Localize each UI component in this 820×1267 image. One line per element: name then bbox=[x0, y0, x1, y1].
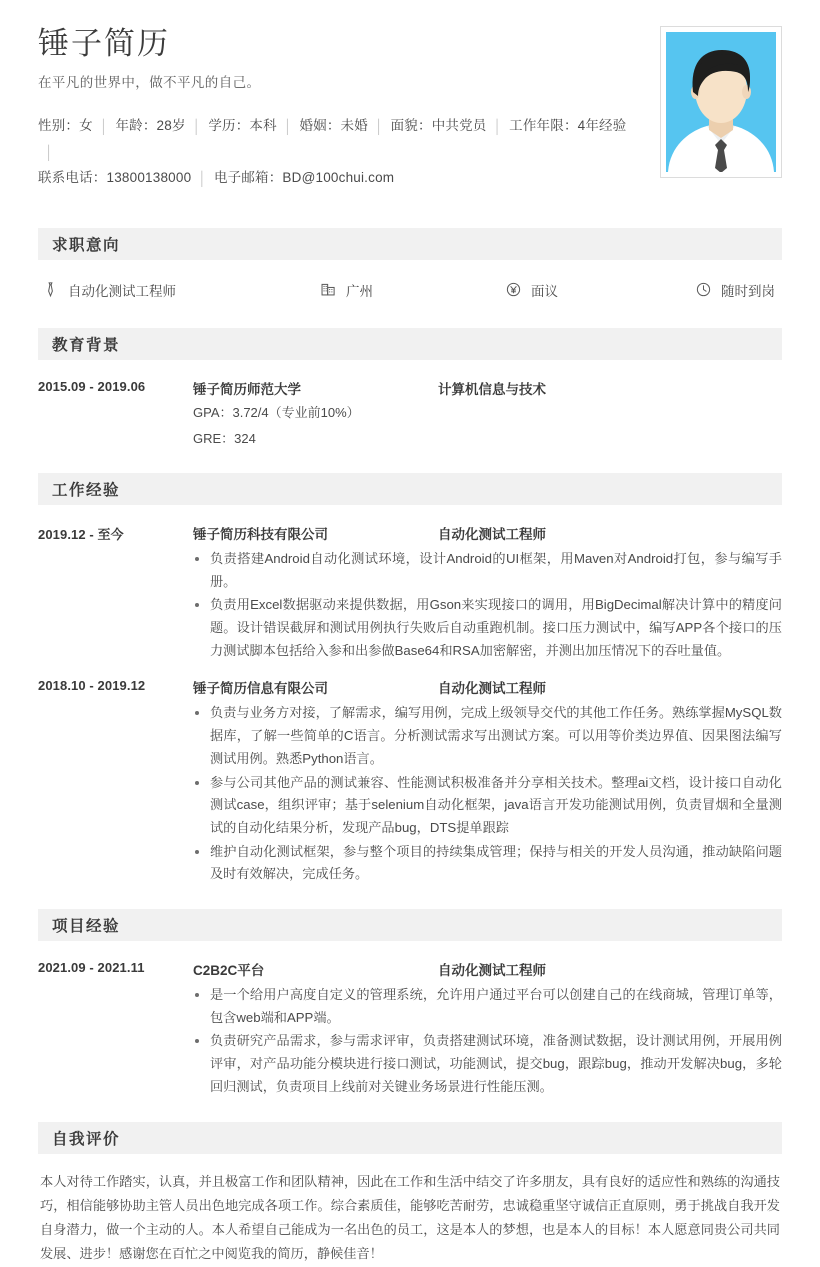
personal-info-item: 性别：女 bbox=[38, 117, 93, 133]
job-intent-label: 随时到岗 bbox=[721, 283, 775, 299]
project-entries bbox=[38, 945, 782, 1100]
personal-info-item: 年龄：28岁 bbox=[115, 117, 186, 133]
entry-heading bbox=[193, 677, 782, 697]
entry-organization: 锤子简历信息有限公司 bbox=[193, 681, 328, 697]
candidate-name: 锤子简历 bbox=[38, 26, 170, 61]
personal-info-item: 婚姻：未婚 bbox=[299, 117, 368, 133]
job-intent-item bbox=[320, 280, 505, 300]
experience-entry bbox=[38, 945, 782, 1100]
entry-organization: C2B2C平台 bbox=[193, 963, 265, 979]
avatar-illustration bbox=[666, 32, 776, 172]
entry-detail-line: GRE：324 bbox=[193, 431, 256, 447]
section-title-work: 工作经验 bbox=[52, 481, 121, 499]
personal-info-row-2 bbox=[38, 165, 644, 191]
job-intent-label: 广州 bbox=[346, 283, 373, 299]
tie-icon bbox=[42, 281, 59, 298]
meta-separator-icon: │ bbox=[192, 118, 202, 134]
entry-organization: 锤子简历科技有限公司 bbox=[193, 526, 328, 542]
meta-separator-icon: │ bbox=[198, 171, 207, 187]
personal-info-row-1 bbox=[38, 113, 644, 166]
entry-role: 计算机信息与技术 bbox=[438, 381, 546, 397]
entry-date: 2015.09 - 2019.06 bbox=[38, 378, 146, 394]
section-header-intent bbox=[38, 228, 782, 260]
entry-organization: 锤子简历师范大学 bbox=[193, 381, 301, 397]
entry-heading bbox=[193, 959, 782, 979]
personal-info-item: 学历：本科 bbox=[208, 117, 277, 133]
experience-entry bbox=[38, 509, 782, 664]
job-intent-label: 面议 bbox=[531, 283, 558, 299]
entry-bullet: 负责搭建Android自动化测试环境，设计Android的UI框架，用Maven对Android打包，参与编写手册。 bbox=[193, 548, 782, 593]
work-entries bbox=[38, 509, 782, 887]
entry-date: 2021.09 - 2021.11 bbox=[38, 960, 145, 976]
entry-date: 2019.12 - 至今 bbox=[38, 526, 124, 542]
section-title-project: 项目经验 bbox=[52, 918, 121, 936]
entry-bullet: 负责与业务方对接，了解需求，编写用例，完成上级领导交代的其他工作任务。熟练掌握MySQL数据库，了解一些简单的C语言。分析测试需求写出测试方案。可以用等价类边界值、因果图法编写测试用例。熟悉Python语言。 bbox=[193, 702, 782, 770]
personal-info-item: 面貌：中共党员 bbox=[390, 117, 487, 133]
entry-date: 2018.10 - 2019.12 bbox=[38, 678, 146, 694]
personal-info-item: 电子邮箱：BD@100chui.com bbox=[213, 170, 395, 186]
section-header-work bbox=[38, 473, 782, 505]
entry-bullet: 负责用Excel数据驱动来提供数据，用Gson来实现接口的调用，用BigDecimal解决计算中的精度问题。设计错误截屏和测试用例执行失败后自动重跑机制。接口压力测试中，编写APP各个接口的压力测试脚本包括给入参和出参做Base64和RSA加密解密，并测出加压情况下的吞吐量值。 bbox=[193, 594, 782, 662]
entry-heading bbox=[193, 523, 782, 543]
experience-entry bbox=[38, 663, 782, 887]
meta-separator-icon: │ bbox=[493, 118, 503, 134]
personal-info-item: 联系电话：13800138000 bbox=[38, 170, 192, 186]
education-entries bbox=[38, 364, 782, 451]
job-intent-label: 自动化测试工程师 bbox=[68, 283, 176, 299]
entry-bullet-list bbox=[193, 548, 782, 663]
candidate-slogan: 在平凡的世界中，做不平凡的自己。 bbox=[38, 74, 261, 90]
experience-entry bbox=[38, 364, 782, 451]
clock-icon bbox=[695, 281, 712, 298]
personal-info-item: 工作年限：4年经验 bbox=[509, 117, 627, 133]
entry-body bbox=[193, 378, 782, 451]
entry-bullet-list bbox=[193, 702, 782, 886]
resume-header bbox=[38, 0, 782, 206]
section-header-project bbox=[38, 909, 782, 941]
entry-bullet: 参与公司其他产品的测试兼容、性能测试积极准备并分享相关技术。整理ai文档，设计接口自动化测试case，组织评审；基于selenium自动化框架，java语言开发功能测试用例，负责冒烟和全量测试的自动化结果分析，发现产品bug，DTS提单跟踪 bbox=[193, 772, 782, 840]
meta-separator-icon: │ bbox=[283, 118, 293, 134]
avatar bbox=[660, 26, 782, 178]
header-left bbox=[38, 26, 660, 192]
entry-detail-line: GPA：3.72/4（专业前10%） bbox=[193, 404, 360, 420]
section-header-education bbox=[38, 328, 782, 360]
section-title-education: 教育背景 bbox=[52, 336, 121, 354]
entry-role: 自动化测试工程师 bbox=[438, 963, 546, 979]
job-intent-list bbox=[38, 264, 782, 306]
entry-bullet: 负责研究产品需求，参与需求评审，负责搭建测试环境，准备测试数据，设计测试用例，开展用例评审，对产品功能分模块进行接口测试，功能测试，提交bug，跟踪bug，推动开发解决bug，多轮回归测试，负责项目上线前对关键业务场景进行性能压测。 bbox=[193, 1030, 782, 1098]
entry-body bbox=[193, 677, 782, 887]
entry-body bbox=[193, 523, 782, 664]
entry-role: 自动化测试工程师 bbox=[438, 681, 546, 697]
yen-icon bbox=[505, 281, 522, 298]
section-header-summary bbox=[38, 1122, 782, 1154]
meta-separator-icon: │ bbox=[99, 118, 109, 134]
job-intent-item bbox=[42, 280, 320, 300]
job-intent-item bbox=[505, 280, 695, 300]
entry-role: 自动化测试工程师 bbox=[438, 526, 546, 542]
meta-separator-icon: │ bbox=[374, 118, 384, 134]
entry-body bbox=[193, 959, 782, 1100]
self-evaluation-text: 本人对待工作踏实，认真，并且极富工作和团队精神，因此在工作和生活中结交了许多朋友，具有良好的适应性和熟练的沟通技巧，相信能够协助主管人员出色地完成各项工作。综合素质佳，能够吃苦耐劳，忠诚稳重坚守诚信正直原则，勇于挑战自我开发自身潜力，做一个主动的人。本人希望自己能成为一名出色的员工，这是本人的梦想，也是本人的目标！本人愿意同贵公司共同发展、进步！感谢您在百忙之中阅览我的简历，静候佳音！ bbox=[40, 1173, 780, 1262]
meta-separator-icon: │ bbox=[45, 144, 54, 160]
job-intent-item bbox=[695, 280, 775, 300]
entry-heading bbox=[193, 378, 782, 398]
section-title-summary: 自我评价 bbox=[52, 1130, 121, 1148]
entry-bullet: 是一个给用户高度自定义的管理系统，允许用户通过平台可以创建自己的在线商城，管理订单等，包含web端和APP端。 bbox=[193, 984, 782, 1029]
section-title-intent: 求职意向 bbox=[52, 236, 121, 254]
building-icon bbox=[320, 281, 337, 298]
entry-bullet-list bbox=[193, 984, 782, 1099]
entry-bullet: 维护自动化测试框架，参与整个项目的持续集成管理；保持与相关的开发人员沟通，推动缺陷问题及时有效解决，完成任务。 bbox=[193, 841, 782, 886]
